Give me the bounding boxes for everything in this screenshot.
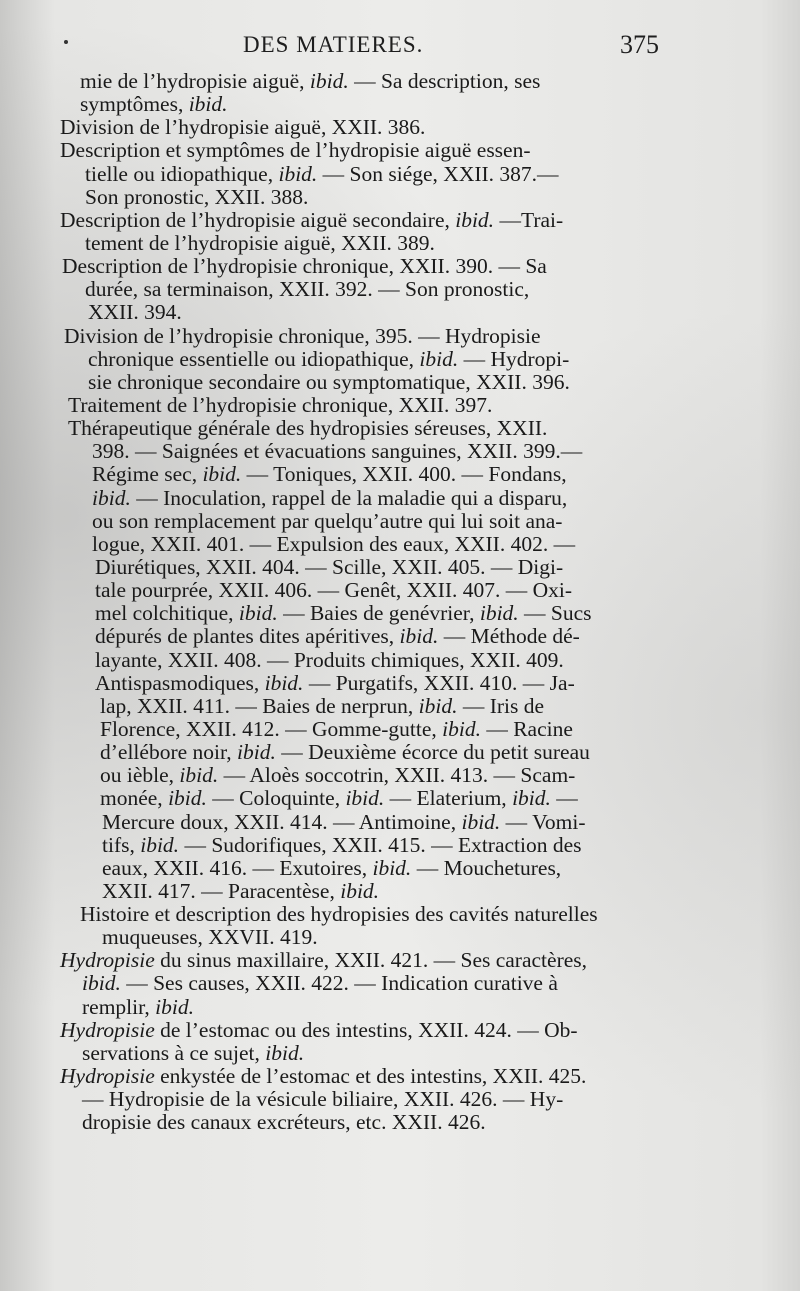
line-text: Description et symptômes de l’hydropisie aiguë essen- [60, 138, 531, 163]
index-line [50, 625, 750, 648]
line-text: ou son remplacement par quelqu’autre qui lui soit ana- [92, 508, 563, 533]
index-line [50, 672, 750, 695]
index-line [50, 1019, 750, 1042]
index-line [50, 602, 750, 625]
line-text: chronique essentielle ou idiopathique, [88, 346, 420, 371]
line-text: Thérapeutique générale des hydropisies séreuses, XXII. [68, 416, 548, 441]
line-text: — Ses causes, XXII. 422. — Indication curative à [120, 971, 558, 996]
index-line [50, 880, 750, 903]
italic-ref: ibid. [264, 670, 304, 695]
italic-ref: ibid. [82, 971, 121, 996]
line-text: Diurétiques, XXII. 404. — Scille, XXII. 405. — Digi- [95, 554, 564, 579]
line-text: — Toniques, XXII. 400. — Fondans, [241, 462, 567, 487]
line-text: — Coloquinte, [206, 786, 346, 811]
index-line [50, 579, 750, 602]
line-text: Son pronostic, XXII. 388. [85, 184, 309, 209]
line-text: Description de l’hydropisie aiguë secondaire, [60, 207, 456, 232]
index-line [50, 1042, 750, 1065]
index-line [50, 163, 750, 186]
line-text: Division de l’hydropisie chronique, 395. — Hydropisie [64, 323, 541, 348]
index-line [50, 348, 750, 371]
index-line [50, 93, 750, 116]
index-line [50, 1088, 750, 1111]
line-text: — Elaterium, [384, 786, 513, 811]
index-line [50, 972, 750, 995]
running-header [0, 30, 800, 64]
italic-ref: ibid. [479, 601, 519, 626]
italic-ref: ibid. [418, 693, 458, 718]
line-text: — Vomi- [500, 809, 586, 834]
index-line [50, 787, 750, 810]
italic-ref: ibid. [238, 601, 278, 626]
line-text: Mercure doux, XXII. 414. — Antimoine, [102, 809, 462, 834]
line-text: tifs, [102, 832, 141, 857]
index-line [50, 394, 750, 417]
line-text: Division de l’hydropisie aiguë, XXII. 386. [60, 115, 426, 140]
italic-ref: ibid. [399, 624, 439, 649]
index-line [50, 463, 750, 486]
index-line [50, 857, 750, 880]
index-line [50, 232, 750, 255]
line-text: — Baies de genévrier, [277, 601, 480, 626]
italic-ref: ibid. [168, 786, 207, 811]
italic-ref: ibid. [345, 786, 385, 811]
index-line [50, 834, 750, 857]
line-text: muqueuses, XXVII. 419. [102, 925, 318, 950]
header-title: DES MATIERES. [243, 32, 424, 57]
line-text: tale pourprée, XXII. 406. — Genêt, XXII. 407. — Oxi- [95, 578, 573, 603]
index-line [50, 510, 750, 533]
italic-ref: Hydropisie [60, 1017, 155, 1042]
line-text: — Hydropi- [458, 346, 570, 371]
line-text: — Aloès soccotrin, XXII. 413. — Scam- [218, 763, 576, 788]
index-line [50, 764, 750, 787]
index-line [50, 996, 750, 1019]
line-text: —Trai- [494, 207, 564, 232]
line-text: Histoire et description des hydropisies des cavités naturelles [80, 902, 598, 927]
line-text: — Méthode dé- [438, 624, 580, 649]
index-line [50, 718, 750, 741]
line-text: lap, XXII. 411. — Baies de nerprun, [100, 693, 419, 718]
line-text: eaux, XXII. 416. — Exutoires, [102, 855, 373, 880]
italic-ref: ibid. [179, 763, 219, 788]
index-line [50, 278, 750, 301]
line-text: servations à ce sujet, [82, 1040, 266, 1065]
index-line [50, 556, 750, 579]
italic-ref: ibid. [265, 1040, 305, 1065]
index-line [50, 649, 750, 672]
index-line [50, 255, 750, 278]
italic-ref: ibid. [372, 855, 412, 880]
index-line [50, 1111, 750, 1134]
line-text: — Sudorifiques, XXII. 415. — Extraction des [179, 832, 582, 857]
line-text: sie chronique secondaire ou symptomatique, XXII. 396. [88, 369, 570, 394]
line-text: Florence, XXII. 412. — Gomme-gutte, [100, 716, 443, 741]
line-text: XXII. 394. [88, 300, 182, 325]
line-text: dropisie des canaux excréteurs, etc. XXII. 426. [82, 1110, 486, 1135]
line-text: — Deuxième écorce du petit sureau [275, 740, 590, 765]
line-text: — Inoculation, rappel de la maladie qui a disparu, [130, 485, 568, 510]
index-line [50, 70, 750, 93]
italic-ref: Hydropisie [60, 948, 155, 973]
index-text-body [50, 70, 750, 1134]
line-text: layante, XXII. 408. — Produits chimiques, XXII. 409. [95, 647, 564, 672]
line-text: de l’estomac ou des intestins, XXII. 424. — Ob- [154, 1017, 578, 1042]
index-line [50, 903, 750, 926]
italic-ref: ibid. [419, 346, 459, 371]
line-text: Description de l’hydropisie chronique, XXII. 390. — Sa [62, 254, 547, 279]
line-text: — Sa description, ses [348, 69, 541, 93]
index-line [50, 301, 750, 324]
index-line [50, 811, 750, 834]
line-text: — Hydropisie de la vésicule biliaire, XXII. 426. — Hy- [82, 1087, 564, 1112]
line-text: 398. — Saignées et évacuations sanguines, XXII. 399.— [92, 439, 583, 464]
line-text: enkystée de l’estomac et des intestins, XXII. 425. [154, 1064, 587, 1089]
index-line [50, 186, 750, 209]
italic-ref: ibid. [188, 92, 228, 117]
line-text: — [550, 786, 578, 811]
line-text: — Sucs [518, 601, 592, 626]
italic-ref: ibid. [202, 462, 242, 487]
line-text: — Iris de [457, 693, 545, 718]
index-line [50, 116, 750, 139]
italic-ref: ibid. [155, 994, 194, 1019]
italic-ref: ibid. [340, 878, 380, 903]
index-line [50, 487, 750, 510]
index-line [50, 417, 750, 440]
line-text: du sinus maxillaire, XXII. 421. — Ses caractères, [154, 948, 588, 973]
italic-ref: ibid. [512, 786, 551, 811]
line-text: — Racine [480, 716, 573, 741]
line-text: Traitement de l’hydropisie chronique, XXII. 397. [68, 392, 493, 417]
line-text: — Purgatifs, XXII. 410. — Ja- [303, 670, 575, 695]
line-text: remplir, [82, 994, 156, 1019]
index-line [50, 209, 750, 232]
italic-ref: ibid. [92, 485, 131, 510]
line-text: ou ièble, [100, 763, 180, 788]
page-number: 375 [620, 30, 659, 59]
line-text: Antispasmodiques, [95, 670, 265, 695]
index-line [50, 325, 750, 348]
index-line [50, 371, 750, 394]
line-text: Régime sec, [92, 462, 203, 487]
italic-ref: ibid. [278, 161, 318, 186]
index-line [50, 949, 750, 972]
italic-ref: ibid. [442, 716, 481, 741]
line-text: symptômes, [80, 92, 189, 117]
line-text: monée, [100, 786, 169, 811]
index-line [50, 533, 750, 556]
line-text: mel colchitique, [95, 601, 239, 626]
line-text: logue, XXII. 401. — Expulsion des eaux, XXII. 402. — [92, 531, 576, 556]
italic-ref: ibid. [309, 69, 349, 93]
index-line [50, 440, 750, 463]
italic-ref: ibid. [455, 207, 495, 232]
italic-ref: ibid. [237, 740, 276, 765]
line-text: — Mouchetures, [411, 855, 562, 880]
index-line [50, 695, 750, 718]
line-text: tielle ou idiopathique, [85, 161, 279, 186]
italic-ref: Hydropisie [60, 1064, 155, 1089]
index-line [50, 139, 750, 162]
index-line [50, 741, 750, 764]
line-text: mie de l’hydropisie aiguë, [80, 69, 310, 93]
line-text: tement de l’hydropisie aiguë, XXII. 389. [85, 230, 435, 255]
italic-ref: ibid. [461, 809, 501, 834]
line-text: dépurés de plantes dites apéritives, [95, 624, 400, 649]
line-text: d’ellébore noir, [100, 740, 238, 765]
line-text: XXII. 417. — Paracentèse, [102, 878, 341, 903]
line-text: durée, sa terminaison, XXII. 392. — Son pronostic, [85, 277, 530, 302]
index-line [50, 926, 750, 949]
line-text: — Son siége, XXII. 387.— [317, 161, 559, 186]
index-line [50, 1065, 750, 1088]
italic-ref: ibid. [140, 832, 180, 857]
